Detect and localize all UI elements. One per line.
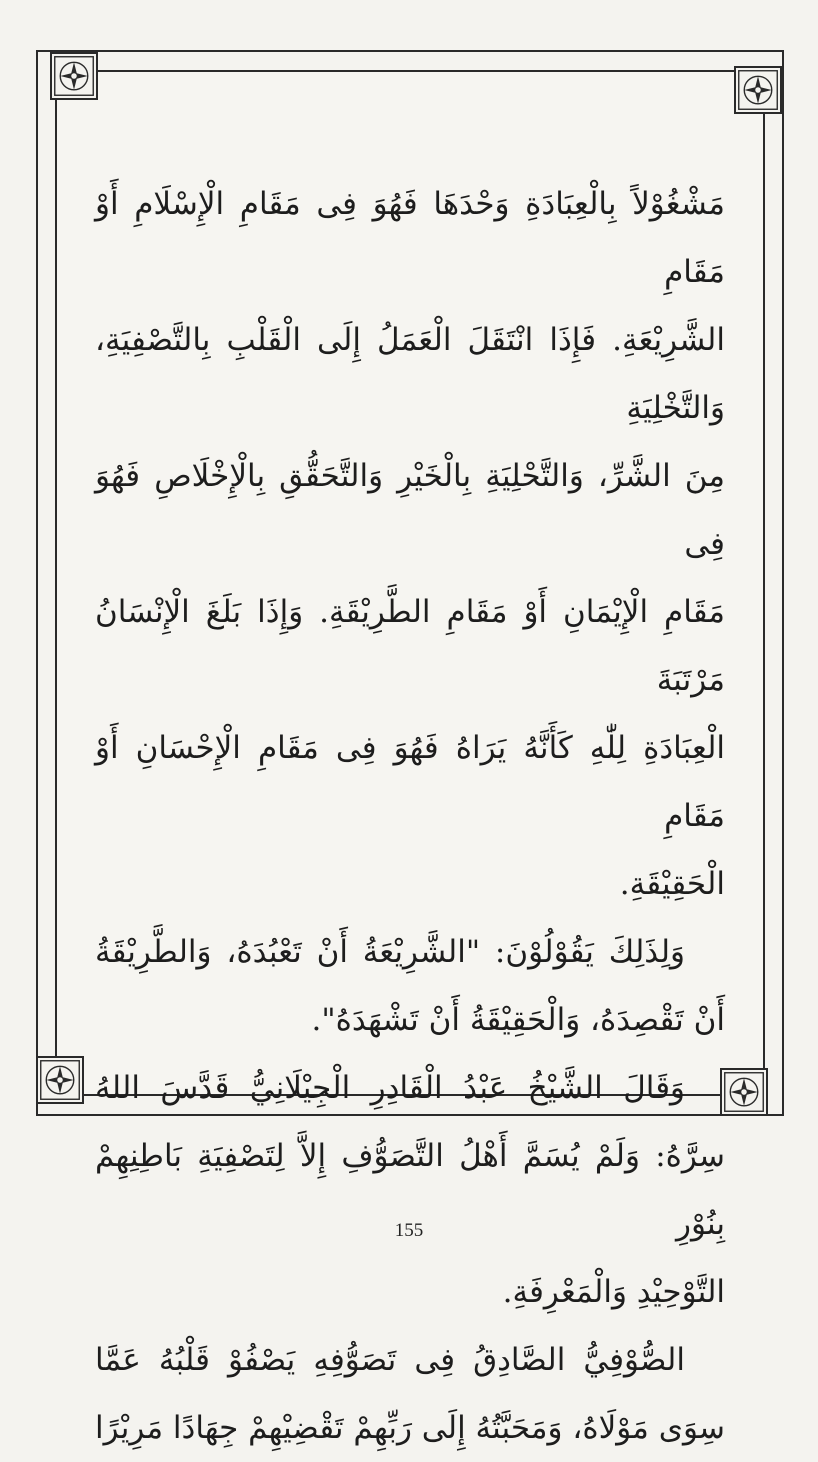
ornament-rosette-icon [36,1056,84,1104]
page-number: 155 [394,1220,424,1241]
text-line: أَنْ تَقْصِدَهُ، وَالْحَقِيْقَةُ أَنْ تَشْهَدَهُ". [311,1002,725,1038]
text-line: الْحَقِيْقَةِ. [619,866,725,902]
text-line: مَشْغُوْلاً بِالْعِبَادَةِ وَحْدَهَا فَهُوَ فِى مَقَامِ الْإِسْلَامِ أَوْ مَقَامِ [95,186,725,290]
text-line: الصُّوْفِيُّ الصَّادِقُ فِى تَصَوُّفِهِ يَصْفُوْ قَلْبُهُ عَمَّا [95,1342,685,1378]
text-line: الشَّرِيْعَةِ. فَإِذَا انْتَقَلَ الْعَمَلُ إِلَى الْقَلْبِ بِالتَّصْفِيَةِ، وَالتَّخْلِيَةِ [95,322,725,426]
body-text [95,170,725,1462]
text-line: التَّوْحِيْدِ وَالْمَعْرِفَةِ. [502,1274,725,1310]
ornament-rosette-icon [734,66,782,114]
ornament-rosette-icon [50,52,98,100]
text-line: وَلِذَلِكَ يَقُوْلُوْنَ: "الشَّرِيْعَةُ أَنْ تَعْبُدَهُ، وَالطَّرِيْقَةُ [95,934,685,970]
text-line: سِوَى مَوْلَاهُ، وَمَحَبَّتُهُ إِلَى رَبِّهِمْ تَقْضِيْهِمْ جِهَادًا مَرِيْرًا [95,1410,725,1446]
text-line: مِنَ الشَّرِّ، وَالتَّحْلِيَةِ بِالْخَيْرِ وَالتَّحَقُّقِ بِالْإِخْلَاصِ فَهُوَ فِى [95,458,725,562]
text-line: الْعِبَادَةِ لِلّٰهِ كَأَنَّهُ يَرَاهُ فَهُوَ فِى مَقَامِ الْإِحْسَانِ أَوْ مَقَامِ [95,730,725,834]
text-line: سِرَّهُ: وَلَمْ يُسَمَّ أَهْلُ التَّصَوُّفِ إِلاَّ لِتَصْفِيَةِ بَاطِنِهِمْ بِنُوْرِ [95,1138,725,1242]
ornament-rosette-icon [720,1068,768,1116]
text-line: وَقَالَ الشَّيْخُ عَبْدُ الْقَادِرِ الْجِيْلَانِيُّ قَدَّسَ اللهُ [95,1070,685,1106]
text-line: مَقَامِ الْإِيْمَانِ أَوْ مَقَامِ الطَّرِيْقَةِ. وَإِذَا بَلَغَ الْإِنْسَانُ مَرْتَبَةَ [95,594,725,698]
